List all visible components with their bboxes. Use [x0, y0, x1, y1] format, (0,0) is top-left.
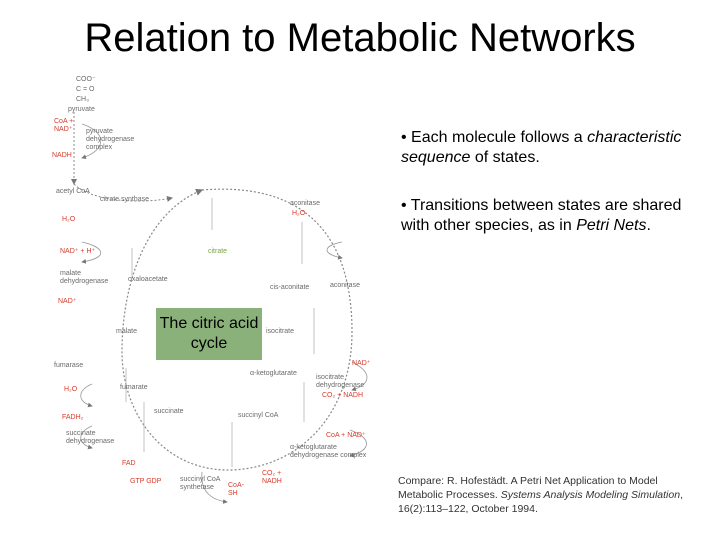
coa-nad-label-2: CoA + NAD⁺: [326, 432, 366, 439]
citric-acid-cycle-diagram: [52, 72, 400, 530]
fumarase-label: fumarase: [54, 362, 84, 369]
citric-acid-cycle-label: The citric acid cycle: [156, 308, 262, 360]
water-label-2: H₂O: [64, 386, 78, 393]
oxaloacetate-label: oxaloacetate: [128, 276, 168, 283]
malate-label: malate: [116, 328, 138, 335]
carbonyl-label: C = O: [76, 86, 95, 93]
pyruvate-label: pyruvate: [68, 106, 95, 113]
fad-label: FAD: [122, 460, 136, 467]
alpha-ketoglutarate-label: α-ketoglutarate: [250, 370, 297, 377]
citrate-synthase-label: citrate synthase: [100, 196, 150, 203]
bullet-list: [401, 128, 691, 264]
isocitrate-label: isocitrate: [266, 328, 295, 335]
aconitase-label-2: aconitase: [330, 282, 360, 289]
co2-nadh-label-1: CO₂ + NADH: [322, 392, 364, 399]
water-label-1: H₂O: [62, 216, 76, 223]
succinate-dehydrogenase-label: succinate dehydrogenase: [66, 430, 115, 445]
pyruvate-dehydrogenase-label: pyruvate dehydrogenase complex: [86, 128, 135, 151]
water-label-3: H₂O: [292, 210, 306, 217]
gtp-gdp-label: GTP GDP: [130, 478, 162, 485]
methyl-label: CH₃: [76, 96, 89, 103]
isocitrate-dehydrogenase-label: isocitrate dehydrogenase: [316, 374, 365, 389]
nad-label-3: NAD⁺: [352, 360, 371, 367]
reference-citation: Compare: R. Hofestädt. A Petri Net Application to Model Metabolic Processes. Systems Analysis Modeling Simulation, 16(2):113–122, October 1994.: [398, 475, 683, 515]
bullet-item-2: • Transitions between states are shared with other species, as in Petri Nets.: [401, 197, 682, 234]
co2-nadh-label-2: CO₂ + NADH: [262, 470, 282, 485]
slide-title: Relation to Metabolic Networks: [84, 16, 636, 60]
coa-nad-label: CoA + NAD⁺: [54, 118, 74, 133]
fumarate-label: fumarate: [120, 384, 148, 391]
acetyl-coa-label: acetyl CoA: [56, 188, 90, 195]
aconitase-label-1: aconitase: [290, 200, 320, 207]
succinyl-coa-label: succinyl CoA: [238, 412, 279, 419]
citrate-label: citrate: [208, 248, 228, 255]
nad-h-label: NAD⁺ + H⁺: [60, 248, 96, 255]
cis-aconitate-label: cis-aconitate: [270, 284, 310, 291]
succinyl-coa-synthetase-label: succinyl CoA synthetase: [180, 476, 221, 491]
bullet-item-1: • Each molecule follows a characteristic sequence of states.: [401, 129, 682, 166]
malate-dehydrogenase-label: malate dehydrogenase: [60, 270, 109, 285]
coa-sh-label: CoA-SH: [228, 482, 244, 497]
succinate-label: succinate: [154, 408, 184, 415]
nad-label-2: NAD⁺: [58, 298, 77, 305]
fadh2-label: FADH₂: [62, 414, 84, 421]
coo-label: COO⁻: [76, 76, 96, 83]
nadh-label: NADH: [52, 152, 72, 159]
alpha-ketoglutarate-dehydrogenase-label: α-ketoglutarate dehydrogenase complex: [290, 444, 367, 459]
